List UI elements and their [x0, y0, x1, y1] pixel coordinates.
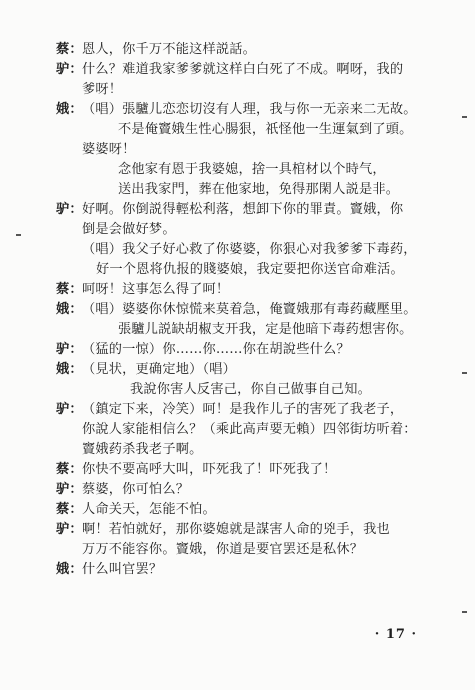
dialogue-text: 万万不能容你。竇娥，你道是要官罢还是私休？ — [82, 542, 364, 557]
dialogue-text: 什么？难道我家爹爹就这样白白死了不成。啊呀，我的 — [82, 62, 404, 77]
script-line — [56, 220, 442, 240]
script-line — [56, 480, 442, 500]
dialogue-text: （鎮定下来，冷笑）呵！是我作儿子的害死了我老子， — [82, 402, 404, 417]
script-line — [56, 120, 442, 140]
speaker-label: 驴： — [56, 342, 83, 357]
dialogue-text: 你快不要高呼大叫，吓死我了！吓死我了！ — [82, 462, 337, 477]
script-line — [56, 400, 442, 420]
dialogue-text: 婆婆呀！ — [82, 142, 136, 157]
dialogue-text: （唱）張驢儿恋恋切沒有人理，我与你一无亲来二无故。 — [82, 102, 417, 117]
script-text — [56, 40, 442, 580]
script-line — [56, 280, 442, 300]
speaker-label: 蔡： — [56, 462, 83, 477]
dialogue-text: （見状，更确定地）（唱） — [82, 362, 237, 377]
dialogue-text: 竇娥药杀我老子啊。 — [82, 442, 203, 457]
speaker-label: 娥： — [56, 362, 83, 377]
script-line — [56, 80, 442, 100]
script-line — [56, 140, 442, 160]
page-number: · 17 · — [374, 627, 417, 642]
speaker-label: 驴： — [56, 522, 83, 537]
dialogue-text: 張驢儿説缺胡椒支开我，定是他暗下毒药想害你。 — [118, 322, 413, 337]
script-line — [56, 380, 442, 400]
dialogue-text: 什么叫官罢？ — [82, 562, 163, 577]
dialogue-text: 好一个恩将仇报的賤婆娘，我定要把你送官命难活。 — [96, 262, 404, 277]
dialogue-text: （唱）我父子好心救了你婆婆，你狠心对我爹爹下毒药， — [82, 242, 417, 257]
dialogue-text: （猛的一惊）你……你……你在胡說些什么？ — [82, 342, 350, 357]
dialogue-text: 倒是会做好梦。 — [82, 222, 176, 237]
speaker-label: 娥： — [56, 302, 83, 317]
script-line — [56, 320, 442, 340]
script-line — [56, 440, 442, 460]
script-line — [56, 240, 442, 260]
margin-mark-right — [462, 116, 467, 118]
script-line — [56, 360, 442, 380]
speaker-label: 驴： — [56, 202, 83, 217]
speaker-label: 蔡： — [56, 502, 83, 517]
dialogue-text: 好啊。你倒説得輕松利落，想卸下你的罪責。竇娥，你 — [82, 202, 404, 217]
dialogue-text: 人命关天，怎能不怕。 — [82, 502, 216, 517]
dialogue-text: 不是俺竇娥生性心腸狠，祇怪他一生運氣到了頭。 — [118, 122, 413, 137]
script-line — [56, 260, 442, 280]
dialogue-text: 蔡婆，你可怕么？ — [82, 482, 190, 497]
dialogue-text: 呵呀！这事怎么得了呵！ — [82, 282, 230, 297]
script-line — [56, 60, 442, 80]
dialogue-text: 爹呀！ — [82, 82, 123, 97]
script-line — [56, 560, 442, 580]
speaker-label: 娥： — [56, 102, 83, 117]
script-line — [56, 100, 442, 120]
dialogue-text: 啊！若怕就好，那你婆媳就是謀害人命的兇手，我也 — [82, 522, 390, 537]
dialogue-text: 送出我家門，葬在他家地，免得那閑人説是非。 — [118, 182, 400, 197]
script-line — [56, 200, 442, 220]
speaker-label: 娥： — [56, 562, 83, 577]
script-line — [56, 160, 442, 180]
dialogue-text: （唱）婆婆你休惊慌来莫着急，俺竇娥那有毒药藏壓里。 — [82, 302, 417, 317]
script-line — [56, 180, 442, 200]
script-line — [56, 540, 442, 560]
speaker-label: 蔡： — [56, 282, 83, 297]
script-line — [56, 420, 442, 440]
speaker-label: 驴： — [56, 62, 83, 77]
speaker-label: 驴： — [56, 482, 83, 497]
script-line — [56, 300, 442, 320]
script-line — [56, 520, 442, 540]
script-line — [56, 340, 442, 360]
dialogue-text: 恩人，你千万不能这样説話。 — [82, 42, 257, 57]
speaker-label: 驴： — [56, 402, 83, 417]
script-line — [56, 40, 442, 60]
dialogue-text: 我說你害人反害己，你自己做事自己知。 — [130, 382, 371, 397]
margin-mark-right — [462, 611, 467, 613]
dialogue-text: 你說人家能相信么？（乘此高声要无賴）四邻街坊听着： — [82, 422, 417, 437]
margin-mark-left — [16, 234, 21, 236]
margin-mark-right — [462, 372, 467, 374]
speaker-label: 蔡： — [56, 42, 83, 57]
dialogue-text: 念他家有恩于我婆媳，捨一具棺材以个時气， — [118, 162, 386, 177]
script-line — [56, 500, 442, 520]
script-line — [56, 460, 442, 480]
